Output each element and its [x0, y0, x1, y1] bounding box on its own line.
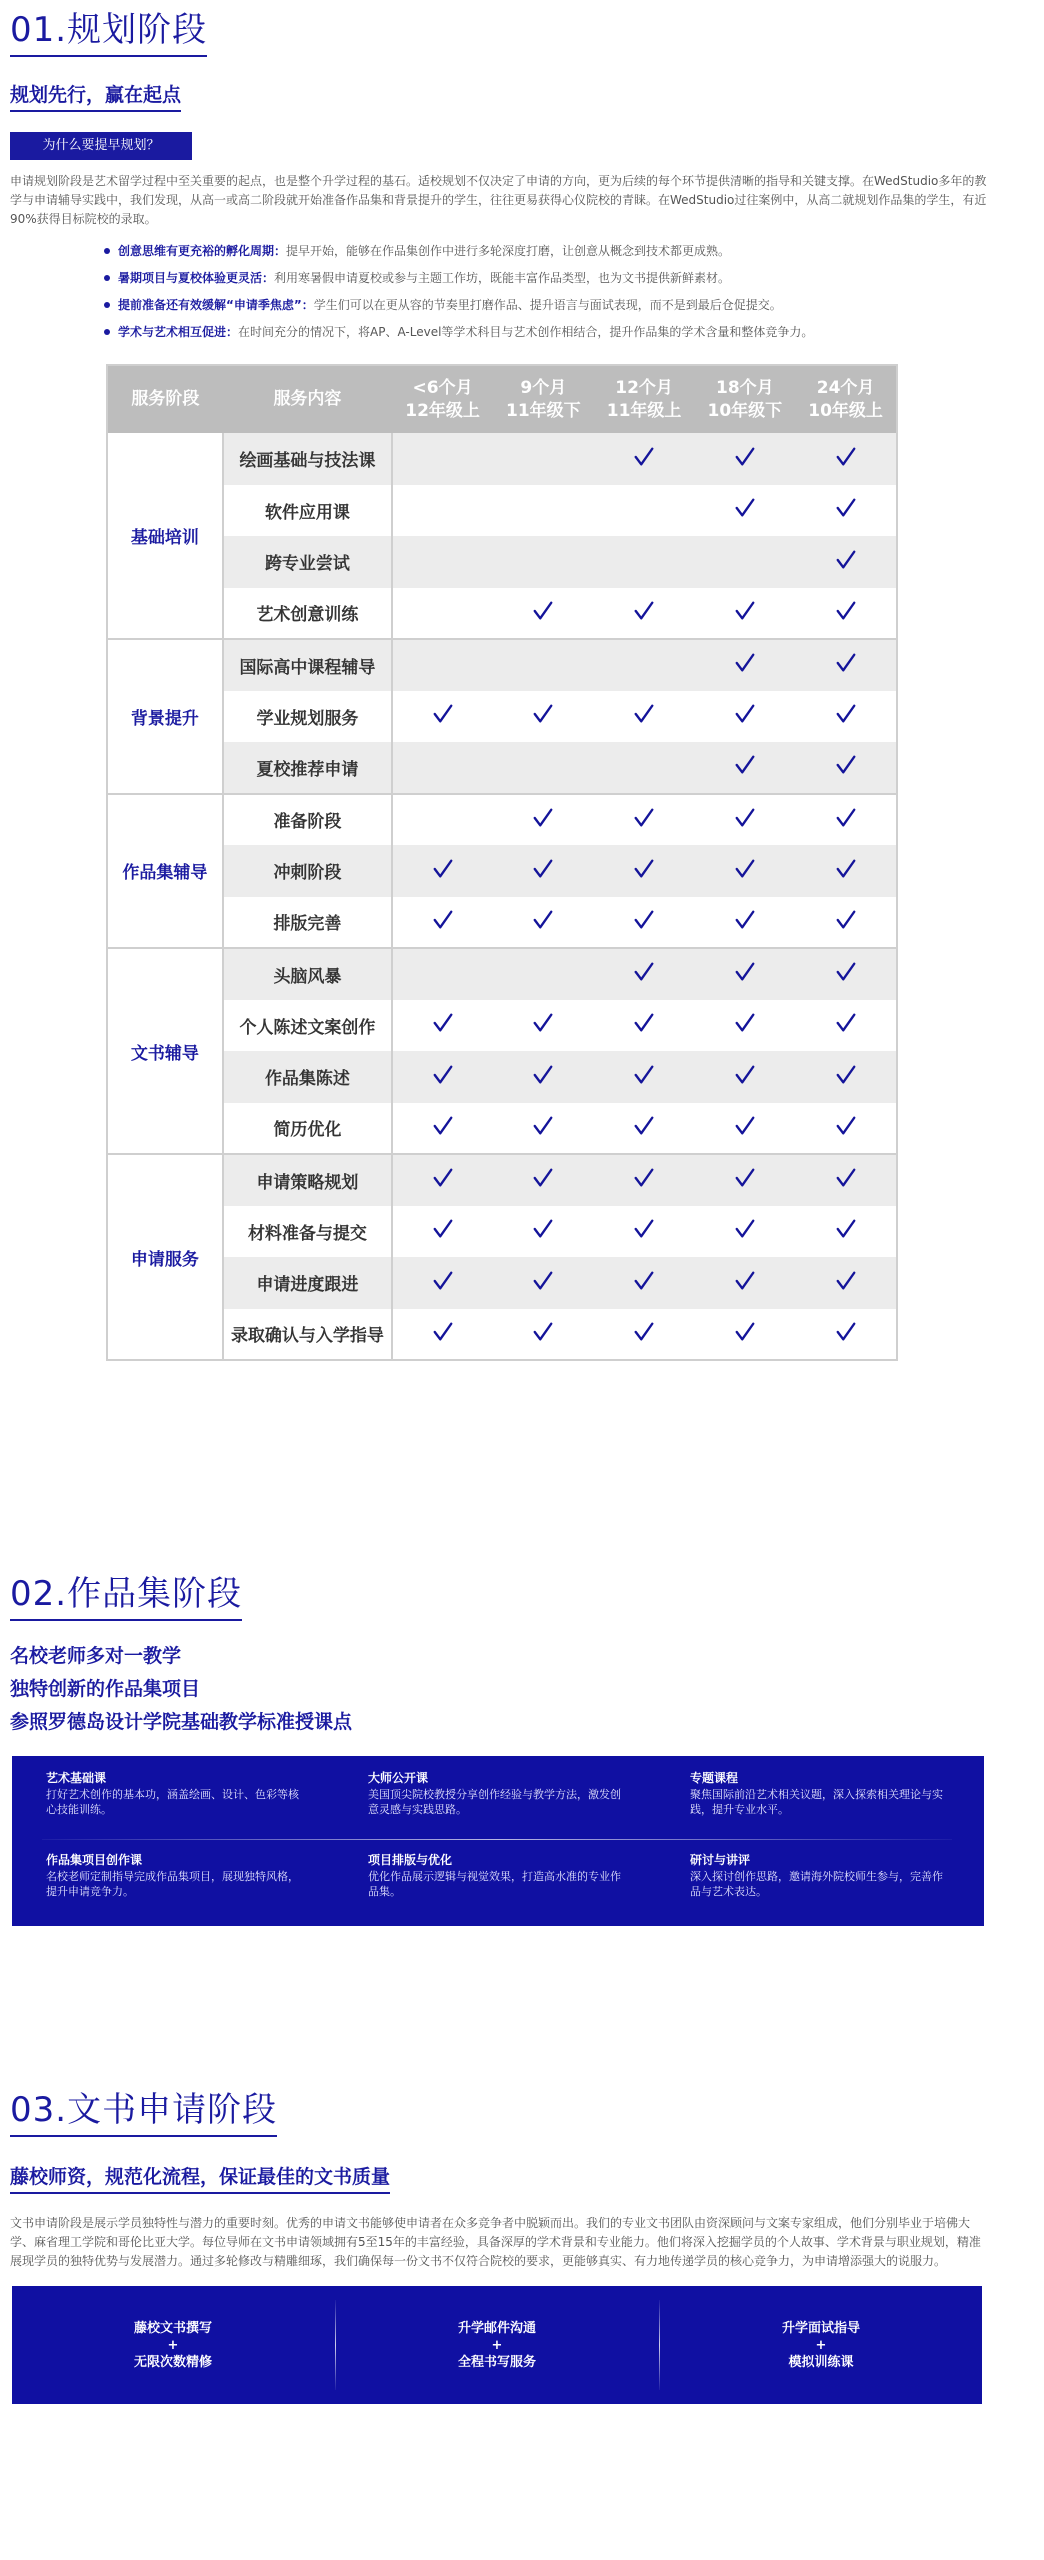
checkmark-icon — [835, 549, 857, 571]
availability-cell — [392, 897, 493, 949]
service-item: 艺术创意训练 — [223, 588, 393, 640]
checkmark-icon — [432, 1064, 454, 1086]
checkmark-icon — [432, 1270, 454, 1292]
availability-cell — [694, 1309, 795, 1361]
availability-cell — [493, 897, 594, 949]
availability-cell — [392, 433, 493, 485]
table-row — [107, 1051, 897, 1103]
checkmark-icon — [633, 1012, 655, 1034]
section1-title: 01.规划阶段 — [10, 2, 207, 57]
checkmark-icon — [734, 703, 756, 725]
availability-cell — [694, 485, 795, 537]
checkmark-icon — [835, 961, 857, 983]
service-item: 简历优化 — [223, 1103, 393, 1155]
checkmark-icon — [532, 1218, 554, 1240]
availability-cell — [493, 485, 594, 537]
checkmark-icon — [835, 1218, 857, 1240]
table-row — [107, 1309, 897, 1361]
availability-cell — [392, 1051, 493, 1103]
availability-cell — [694, 1000, 795, 1052]
availability-cell — [493, 794, 594, 846]
availability-cell — [694, 948, 795, 1000]
availability-cell — [392, 948, 493, 1000]
availability-cell — [795, 1051, 897, 1103]
availability-cell — [392, 742, 493, 794]
header-timeframe: 24个月 10年级上 — [795, 365, 897, 433]
course-item: 大师公开课 美国顶尖院校教授分享创作经验与教学方法，激发创意灵感与实践思路。 — [368, 1771, 621, 1816]
header-content: 服务内容 — [223, 365, 393, 433]
checkmark-icon — [835, 1167, 857, 1189]
availability-cell — [392, 845, 493, 897]
availability-cell — [795, 639, 897, 691]
availability-cell — [795, 588, 897, 640]
checkmark-icon — [633, 1218, 655, 1240]
service-item: 软件应用课 — [223, 485, 393, 537]
course-item: 研讨与讲评 深入探讨创作思路，邀请海外院校师生参与，完善作品与艺术表达。 — [690, 1853, 943, 1898]
checkmark-icon — [633, 1167, 655, 1189]
checkmark-icon — [432, 1321, 454, 1343]
availability-cell — [795, 433, 897, 485]
checkmark-icon — [734, 1064, 756, 1086]
checkmark-icon — [532, 909, 554, 931]
checkmark-icon — [835, 1270, 857, 1292]
availability-cell — [795, 485, 897, 537]
table-row — [107, 1206, 897, 1258]
availability-cell — [795, 794, 897, 846]
header-timeframe: 9个月 11年级下 — [493, 365, 594, 433]
table-row — [107, 588, 897, 640]
table-row — [107, 639, 897, 691]
availability-cell — [694, 433, 795, 485]
availability-cell — [594, 948, 695, 1000]
service-item: 冲刺阶段 — [223, 845, 393, 897]
availability-cell — [493, 1103, 594, 1155]
availability-cell — [493, 691, 594, 743]
availability-cell — [493, 639, 594, 691]
service-stage: 申请服务 — [107, 1154, 223, 1360]
availability-cell — [795, 897, 897, 949]
availability-cell — [694, 1206, 795, 1258]
table-row — [107, 897, 897, 949]
service-item: 准备阶段 — [223, 794, 393, 846]
checkmark-icon — [532, 600, 554, 622]
availability-cell — [594, 588, 695, 640]
availability-cell — [594, 1051, 695, 1103]
availability-cell — [392, 691, 493, 743]
service-item: 夏校推荐申请 — [223, 742, 393, 794]
availability-cell — [392, 1257, 493, 1309]
availability-cell — [795, 1154, 897, 1206]
checkmark-icon — [835, 1321, 857, 1343]
divider — [42, 1839, 952, 1840]
availability-cell — [392, 1103, 493, 1155]
benefit-list — [104, 238, 984, 346]
availability-cell — [795, 845, 897, 897]
availability-cell — [594, 536, 695, 588]
checkmark-icon — [633, 703, 655, 725]
availability-cell — [694, 639, 795, 691]
service-cell: 升学面试指导 + 模拟训练课 — [781, 2320, 860, 2370]
checkmark-icon — [835, 1115, 857, 1137]
availability-cell — [694, 1103, 795, 1155]
availability-cell — [493, 948, 594, 1000]
availability-cell — [392, 1154, 493, 1206]
section2-title: 02.作品集阶段 — [10, 1566, 242, 1621]
availability-cell — [694, 794, 795, 846]
availability-cell — [594, 897, 695, 949]
checkmark-icon — [633, 1321, 655, 1343]
table-row — [107, 485, 897, 537]
course-item: 作品集项目创作课 名校老师定制指导完成作品集项目，展现独特风格，提升申请竞争力。 — [46, 1853, 299, 1898]
availability-cell — [392, 1206, 493, 1258]
checkmark-icon — [835, 858, 857, 880]
table-header-row — [107, 365, 897, 433]
checkmark-icon — [734, 909, 756, 931]
checkmark-icon — [734, 1012, 756, 1034]
checkmark-icon — [532, 703, 554, 725]
availability-cell — [694, 1154, 795, 1206]
table-row — [107, 691, 897, 743]
section2-highlights — [10, 1640, 352, 1739]
checkmark-icon — [432, 1218, 454, 1240]
checkmark-icon — [835, 754, 857, 776]
checkmark-icon — [734, 754, 756, 776]
availability-cell — [493, 588, 594, 640]
checkmark-icon — [835, 652, 857, 674]
availability-cell — [493, 433, 594, 485]
checkmark-icon — [734, 446, 756, 468]
availability-cell — [694, 897, 795, 949]
section1-paragraph: 申请规划阶段是艺术留学过程中至关重要的起点，也是整个升学过程的基石。适校规划不仅决定了申请的方向，更为后续的每个环节提供清晰的指导和关键支撑。在WedStudio多年的教学与申请辅导实践中，我们发现，从高一或高二阶段就开始准备作品集和背景提升的学生，往往更易获得心仪院校的青睐。在WedStudio过往案例中，从高二就规划作品集的学生，有近90%获得目标院校的录取。 — [10, 174, 987, 226]
checkmark-icon — [734, 807, 756, 829]
checkmark-icon — [835, 1064, 857, 1086]
checkmark-icon — [532, 1012, 554, 1034]
service-item: 绘画基础与技法课 — [223, 433, 393, 485]
checkmark-icon — [734, 1218, 756, 1240]
header-timeframe: 12个月 11年级上 — [594, 365, 695, 433]
service-item: 作品集陈述 — [223, 1051, 393, 1103]
table-row — [107, 1103, 897, 1155]
checkmark-icon — [633, 807, 655, 829]
checkmark-icon — [432, 858, 454, 880]
availability-cell — [493, 1000, 594, 1052]
service-item: 个人陈述文案创作 — [223, 1000, 393, 1052]
checkmark-icon — [734, 858, 756, 880]
highlight-line: 参照罗德岛设计学院基础教学标准授课点 — [10, 1711, 353, 1733]
table-row — [107, 1154, 897, 1206]
availability-cell — [795, 1206, 897, 1258]
service-stage: 作品集辅导 — [107, 794, 223, 949]
why-plan-early-label: 为什么要提早规划？ — [10, 132, 192, 160]
highlight-line: 独特创新的作品集项目 — [10, 1678, 201, 1700]
checkmark-icon — [532, 858, 554, 880]
availability-cell — [493, 845, 594, 897]
availability-cell — [694, 1257, 795, 1309]
availability-cell — [392, 536, 493, 588]
availability-cell — [493, 1309, 594, 1361]
section3-paragraph: 文书申请阶段是展示学员独特性与潜力的重要时刻。优秀的申请文书能够使申请者在众多竞争者中脱颖而出。我们的专业文书团队由资深顾问与文案专家组成，他们分别毕业于培佛大学、麻省理工学院和哥伦比亚大学。每位导师在文书申请领域拥有5至15年的丰富经验，具备深厚的学术背景和专业能力。他们将深入挖掘学员的个人故事、学术背景与职业规划，精准展现学员的独特优势与发展潜力。通过多轮修改与精雕细琢，我们确保每一份文书不仅符合院校的要求，更能够真实、有力地传递学员的核心竞争力，为申请增添强大的说服力。 — [10, 2216, 981, 2268]
table-row — [107, 742, 897, 794]
availability-cell — [594, 485, 695, 537]
checkmark-icon — [633, 1270, 655, 1292]
availability-cell — [795, 1309, 897, 1361]
course-panel — [12, 1756, 984, 1926]
checkmark-icon — [432, 1115, 454, 1137]
checkmark-icon — [835, 600, 857, 622]
checkmark-icon — [734, 1167, 756, 1189]
availability-cell — [594, 1257, 695, 1309]
benefit-item: 提前准备还有效缓解“申请季焦虑”：学生们可以在更从容的节奏里打磨作品、提升语言与面试表现，而不是到最后仓促提交。 — [104, 292, 984, 319]
checkmark-icon — [633, 1064, 655, 1086]
checkmark-icon — [734, 1270, 756, 1292]
section3-subtitle: 藤校师资，规范化流程，保证最佳的文书质量 — [10, 2166, 390, 2194]
availability-cell — [493, 536, 594, 588]
checkmark-icon — [835, 807, 857, 829]
course-item: 专题课程 聚焦国际前沿艺术相关议题，深入探索相关理论与实践，提升专业水平。 — [690, 1771, 943, 1816]
checkmark-icon — [835, 1012, 857, 1034]
availability-cell — [493, 1257, 594, 1309]
availability-cell — [594, 1103, 695, 1155]
availability-cell — [493, 1051, 594, 1103]
checkmark-icon — [835, 497, 857, 519]
checkmark-icon — [734, 600, 756, 622]
checkmark-icon — [633, 1115, 655, 1137]
highlight-line: 名校老师多对一教学 — [10, 1645, 182, 1667]
section3-title: 03.文书申请阶段 — [10, 2082, 277, 2137]
service-item: 排版完善 — [223, 897, 393, 949]
service-item: 申请进度跟进 — [223, 1257, 393, 1309]
checkmark-icon — [734, 1115, 756, 1137]
checkmark-icon — [532, 1321, 554, 1343]
checkmark-icon — [633, 961, 655, 983]
table-row — [107, 794, 897, 846]
service-stage: 文书辅导 — [107, 948, 223, 1154]
availability-cell — [694, 536, 795, 588]
header-timeframe: <6个月 12年级上 — [392, 365, 493, 433]
service-item: 国际高中课程辅导 — [223, 639, 393, 691]
service-item: 录取确认与入学指导 — [223, 1309, 393, 1361]
checkmark-icon — [835, 703, 857, 725]
availability-cell — [392, 588, 493, 640]
availability-cell — [594, 639, 695, 691]
service-item: 跨专业尝试 — [223, 536, 393, 588]
header-timeframe: 18个月 10年级下 — [694, 365, 795, 433]
checkmark-icon — [532, 1064, 554, 1086]
availability-cell — [392, 1000, 493, 1052]
availability-cell — [694, 1051, 795, 1103]
availability-cell — [594, 1206, 695, 1258]
benefit-item: 创意思维有更充裕的孵化周期：提早开始，能够在作品集创作中进行多轮深度打磨，让创意从概念到技术都更成熟。 — [104, 238, 984, 265]
checkmark-icon — [633, 446, 655, 468]
service-timeline-table — [106, 364, 898, 1361]
checkmark-icon — [835, 446, 857, 468]
checkmark-icon — [734, 497, 756, 519]
essay-service-panel — [12, 2286, 982, 2404]
table-row — [107, 1000, 897, 1052]
header-stage: 服务阶段 — [107, 365, 223, 433]
course-item: 项目排版与优化 优化作品展示逻辑与视觉效果，打造高水准的专业作品集。 — [368, 1853, 621, 1898]
availability-cell — [795, 691, 897, 743]
checkmark-icon — [532, 1167, 554, 1189]
checkmark-icon — [734, 1321, 756, 1343]
availability-cell — [795, 536, 897, 588]
availability-cell — [795, 1257, 897, 1309]
availability-cell — [594, 1309, 695, 1361]
availability-cell — [493, 1154, 594, 1206]
table-row — [107, 536, 897, 588]
availability-cell — [594, 1000, 695, 1052]
availability-cell — [493, 742, 594, 794]
benefit-item: 暑期项目与夏校体验更灵活：利用寒暑假申请夏校或参与主题工作坊，既能丰富作品类型，也为文书提供新鲜素材。 — [104, 265, 984, 292]
benefit-item: 学术与艺术相互促进：在时间充分的情况下，将AP、A-Level等学术科目与艺术创作相结合，提升作品集的学术含量和整体竞争力。 — [104, 319, 984, 346]
service-item: 材料准备与提交 — [223, 1206, 393, 1258]
service-item: 申请策略规划 — [223, 1154, 393, 1206]
checkmark-icon — [432, 1012, 454, 1034]
table-row — [107, 433, 897, 485]
checkmark-icon — [633, 858, 655, 880]
availability-cell — [594, 691, 695, 743]
service-cell: 升学邮件沟通 + 全程书写服务 — [457, 2320, 536, 2370]
availability-cell — [795, 742, 897, 794]
availability-cell — [594, 742, 695, 794]
table-row — [107, 845, 897, 897]
availability-cell — [392, 485, 493, 537]
checkmark-icon — [532, 1115, 554, 1137]
checkmark-icon — [432, 703, 454, 725]
checkmark-icon — [734, 961, 756, 983]
service-item: 学业规划服务 — [223, 691, 393, 743]
availability-cell — [594, 794, 695, 846]
availability-cell — [795, 948, 897, 1000]
availability-cell — [594, 845, 695, 897]
availability-cell — [594, 1154, 695, 1206]
service-stage: 基础培训 — [107, 433, 223, 639]
availability-cell — [694, 588, 795, 640]
service-cell: 藤校文书撰写 + 无限次数精修 — [133, 2320, 212, 2370]
availability-cell — [694, 845, 795, 897]
checkmark-icon — [633, 909, 655, 931]
table-row — [107, 948, 897, 1000]
checkmark-icon — [835, 909, 857, 931]
checkmark-icon — [532, 1270, 554, 1292]
checkmark-icon — [432, 909, 454, 931]
checkmark-icon — [432, 1167, 454, 1189]
availability-cell — [795, 1000, 897, 1052]
service-item: 头脑风暴 — [223, 948, 393, 1000]
availability-cell — [493, 1206, 594, 1258]
availability-cell — [392, 639, 493, 691]
checkmark-icon — [633, 600, 655, 622]
course-item: 艺术基础课 打好艺术创作的基本功，涵盖绘画、设计、色彩等核心技能训练。 — [46, 1771, 299, 1816]
availability-cell — [795, 1103, 897, 1155]
section1-subtitle: 规划先行，赢在起点 — [10, 84, 181, 112]
checkmark-icon — [734, 652, 756, 674]
availability-cell — [594, 433, 695, 485]
availability-cell — [694, 691, 795, 743]
availability-cell — [694, 742, 795, 794]
service-stage: 背景提升 — [107, 639, 223, 794]
availability-cell — [392, 794, 493, 846]
availability-cell — [392, 1309, 493, 1361]
table-row — [107, 1257, 897, 1309]
checkmark-icon — [532, 807, 554, 829]
